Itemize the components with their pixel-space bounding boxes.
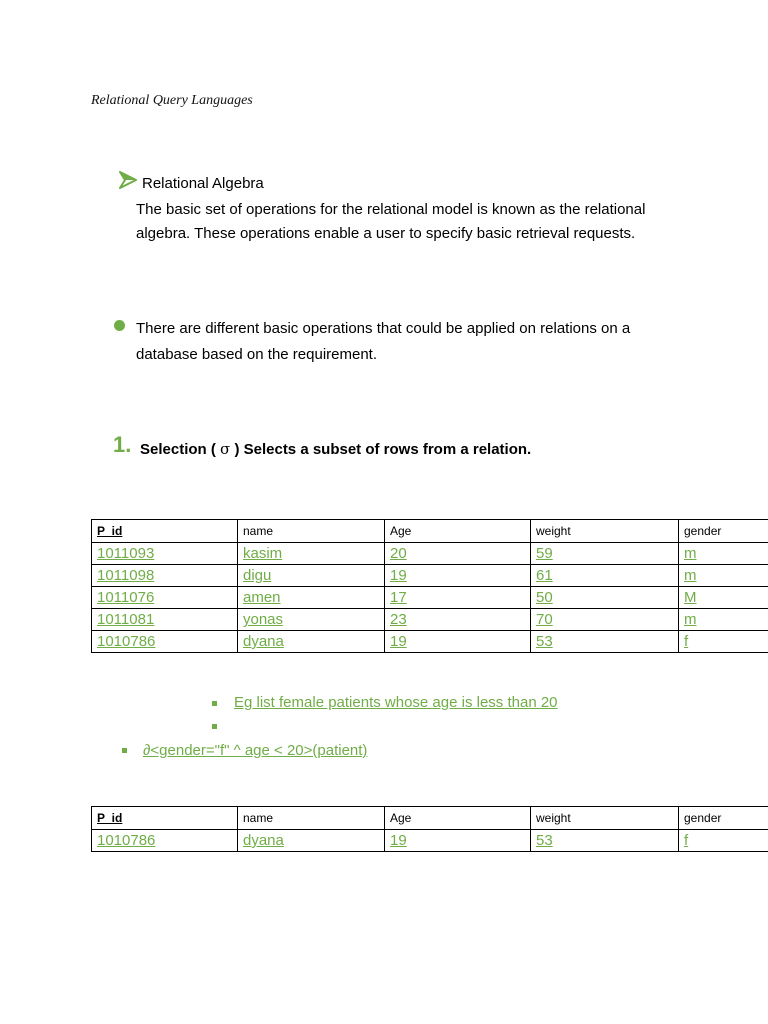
table-cell: kasim [238,543,385,565]
table-cell: 1011081 [92,609,238,631]
selection-heading [140,440,531,458]
table-cell: dyana [238,631,385,653]
table-cell: 1011098 [92,565,238,587]
section-heading: Relational Algebra [142,175,264,192]
table-cell: 53 [531,830,679,852]
table-cell: 1011093 [92,543,238,565]
table-cell: f [679,631,768,653]
table-cell: 1010786 [92,830,238,852]
intro-paragraph: The basic set of operations for the relational model is known as the relational algebra. These operations enable a user to specify basic retrieval requests. [136,201,646,242]
table-cell: 20 [385,543,531,565]
circle-bullet-icon [114,320,125,331]
table-cell: m [679,543,768,565]
table-cell: 53 [531,631,679,653]
table-cell: M [679,587,768,609]
table-row [92,830,768,852]
table-cell: 19 [385,830,531,852]
table-cell: 59 [531,543,679,565]
table-cell: 61 [531,565,679,587]
table-row [92,543,768,565]
header-cell: gender [679,807,768,830]
arrow-bullet-icon [118,170,138,190]
header-cell: weight [531,807,679,830]
table-cell: 1010786 [92,631,238,653]
table-cell: amen [238,587,385,609]
result-table [91,806,768,852]
table-cell: yonas [238,609,385,631]
operations-paragraph: There are different basic operations that could be applied on relations on a database based on the requirement. [136,320,631,363]
table-cell: 19 [385,565,531,587]
table-row [92,609,768,631]
selection-text-before: Selection ( [140,441,216,458]
table-cell: 1011076 [92,587,238,609]
header-cell: P_id [92,520,238,543]
header-cell: Age [385,807,531,830]
table-row [92,587,768,609]
square-bullet-icon [212,724,217,729]
header-cell: name [238,807,385,830]
table-cell: 70 [531,609,679,631]
header-cell: Age [385,520,531,543]
table-row [92,631,768,653]
square-bullet-icon [212,701,217,706]
table-cell: m [679,565,768,587]
header-cell: name [238,520,385,543]
sigma-symbol: σ [220,440,231,458]
table-cell: 23 [385,609,531,631]
table-cell: 17 [385,587,531,609]
table-cell: dyana [238,830,385,852]
table-cell: m [679,609,768,631]
table-header-row [92,807,768,830]
patients-table [91,519,768,653]
square-bullet-icon [122,748,127,753]
query-expression-link[interactable]: ∂<gender="f" ^ age < 20>(patient) [143,742,368,759]
table-cell: f [679,830,768,852]
example-link[interactable]: Eg list female patients whose age is less than 20 [234,694,558,711]
selection-text-after: ) Selects a subset of rows from a relation. [234,441,532,458]
list-number: 1. [113,432,132,457]
table-cell: 50 [531,587,679,609]
header-cell: weight [531,520,679,543]
table-cell: 19 [385,631,531,653]
table-header-row [92,520,768,543]
table-cell: digu [238,565,385,587]
header-cell: gender [679,520,768,543]
table-row [92,565,768,587]
document-title: Relational Query Languages [91,93,253,108]
header-cell: P_id [92,807,238,830]
